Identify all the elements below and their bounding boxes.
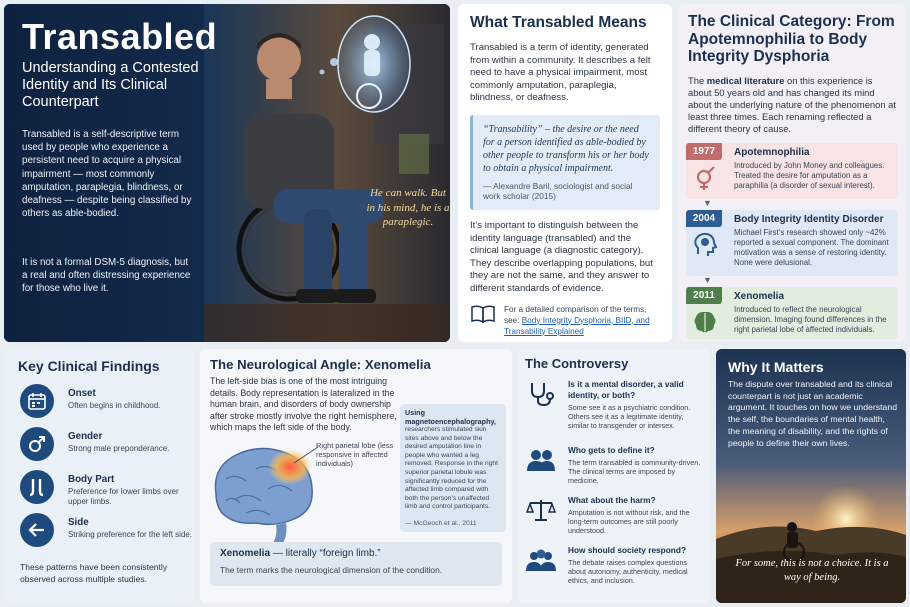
brain-region-label: Right parietal lobe (less responsive in affected individuals): [316, 441, 394, 468]
quote-attribution: — Alexandre Baril, sociologist and social work scholar (2015): [483, 180, 633, 202]
xenomelia-note: The term marks the neurological dimension of the condition.: [220, 565, 443, 575]
timeline-title: Apotemnophilia: [734, 147, 810, 158]
timeline-item-2004: [686, 210, 898, 276]
finding-title: Body Part: [68, 474, 115, 485]
controversy-question: Is it a mental disorder, a valid identity, or both?: [568, 379, 684, 400]
calendar-icon: [20, 384, 54, 418]
finding-title: Side: [68, 517, 89, 528]
xenomelia-gloss: — literally “foreign limb.”: [272, 548, 381, 559]
definition-panel: [458, 4, 672, 342]
timeline-arrow-icon: ▼: [703, 198, 712, 208]
controversy-answer: Some see it as a psychiatric condition. Others see it as a legitimate identity, similar to transgender or intersex.: [568, 403, 691, 431]
meg-study-box: [400, 404, 506, 532]
definition-quote: “Transability” – the desire or the need for a person identified as able-bodied by other people to transform his or her body to obtain a physical impairment.: [483, 123, 649, 174]
finding-description: Strong male preponderance.: [68, 444, 170, 453]
hero-subtitle: Understanding a Contested Identity and Its Clinical Counterpart: [22, 60, 199, 110]
timeline-title: Xenomelia: [734, 291, 785, 302]
clinical-intro-after: on this experience is about 50 years old and has changed its mind about the underlying nature of the phenomenon at least three times. Each renaming reflected a different theory of cause.: [688, 74, 896, 134]
findings-footer: These patterns have been consistently observed across multiple studies.: [20, 562, 168, 584]
finding-description: Preference for lower limbs over upper limbs.: [68, 487, 179, 506]
meg-text: researchers stimulated skin sites above and below the desired amputation line in people who wanted a leg removed. Response in the right superior parietal lobule was significantly reduced for the affected limb compared with both the person’s unaffected limb and control participants.: [405, 426, 498, 511]
controversy-answer: Amputation is not without risk, and the long-term outcomes are still poorly understood.: [568, 508, 690, 536]
hero-panel: [4, 4, 450, 342]
why-panel: [716, 349, 906, 603]
timeline-arrow-icon: ▼: [703, 275, 712, 285]
note-prefix: For a detailed comparison of the terms, see:: [504, 304, 647, 325]
people-icon: [526, 447, 556, 473]
controversy-panel: [518, 349, 710, 603]
timeline-year: 1977: [686, 143, 722, 160]
timeline-description: Introduced to reflect the neurological dimension. Imaging found differences in the right parietal lobe of affected individuals.: [734, 305, 887, 334]
findings-panel: [4, 349, 194, 603]
timeline-item-1977: [686, 143, 898, 199]
comparison-note: [470, 304, 660, 337]
findings-heading: Key Clinical Findings: [18, 358, 160, 374]
timeline-description: Introduced by John Money and colleagues. Treated the desire for amputation as a paraphilia (a disorder of sexual interest).: [734, 161, 885, 190]
stethoscope-icon: [526, 381, 556, 407]
definition-quote-box: [470, 115, 660, 210]
gender-symbol-icon: [692, 165, 718, 191]
controversy-question: How should society respond?: [568, 545, 687, 555]
distinction-paragraph: It’s important to distinguish between the identity language (transabled) and the clinical language (a diagnostic category). They describe overlapping populations, but they are not the same, and they answer to different standards of evidence.: [470, 219, 653, 294]
neuro-paragraph: The left-side bias is one of the most intriguing details. Body representation is lateralized in the human brain, and disorders of body ownership after stroke mostly involve the right hemisphere, which maps the left side of the body.: [210, 376, 397, 433]
timeline-item-2011: [686, 287, 898, 339]
legs-icon: [20, 470, 54, 504]
finding-title: Onset: [68, 388, 96, 399]
timeline-description: Michael First’s research showed only ~42% reported a sexual component. The dominant motivation was a sense of restoring identity. None were delusional.: [734, 228, 889, 267]
arrow-left-icon: [20, 513, 54, 547]
head-brain-icon: [692, 232, 718, 258]
hero-paragraph-secondary: It is not a formal DSM-5 diagnosis, but a real and often distressing experience for those who live it.: [22, 257, 191, 295]
timeline-year: 2004: [686, 210, 722, 227]
meg-title: Using magnetoencephalography,: [405, 408, 496, 426]
neuro-heading: The Neurological Angle: Xenomelia: [210, 357, 431, 372]
neuro-panel: [200, 349, 512, 603]
controversy-question: Who gets to define it?: [568, 445, 655, 455]
hero-paragraph: Transabled is a self-descriptive term used by people who experience a persistent need to acquire a physical impairment — most commonly amputation, paraplegia, blindness, or deafness — despite being classified by others as able-bodied.: [22, 129, 192, 220]
definition-heading: What Transabled Means: [470, 14, 647, 31]
xenomelia-definition-box: [210, 542, 502, 586]
meg-citation: — McGeoch et al., 2011: [405, 519, 477, 527]
timeline-title: Body Integrity Identity Disorder: [734, 214, 884, 225]
finding-description: Striking preference for the left side.: [68, 530, 193, 539]
definition-paragraph: Transabled is a term of identity, generated from within a community. It describes a felt need to have a physical impairment, most commonly amputation, paraplegia, blindness, or deafness.: [470, 42, 651, 104]
comparison-link[interactable]: Body Integrity Dysphoria, BIID, and Transability Explained: [504, 315, 650, 336]
why-quote: For some, this is not a choice. It is a way of being.: [735, 558, 889, 583]
book-icon: [470, 304, 496, 324]
brain-illustration: [206, 439, 321, 549]
xenomelia-term: Xenomelia: [220, 548, 271, 559]
scales-icon: [526, 497, 556, 523]
clinical-intro-before: The: [688, 74, 705, 86]
controversy-answer: The term transabled is community-driven. The clinical terms are imposed by medicine.: [568, 458, 701, 486]
finding-description: Often begins in childhood.: [68, 401, 161, 410]
finding-title: Gender: [68, 431, 103, 442]
brain-icon: [692, 309, 718, 335]
controversy-answer: The debate raises complex questions about autonomy, authenticity, medical ethics, and inclusion.: [568, 558, 688, 586]
timeline-year: 2011: [686, 287, 722, 304]
hero-quote: He can walk. But in his mind, he is a paraplegic.: [366, 187, 450, 228]
controversy-heading: The Controversy: [525, 356, 629, 371]
why-paragraph: The dispute over transabled and its clinical counterpart is not just an academic argument. It touches on how we understand the self, the boundaries of mental health, the meaning of disability, and the rights of people to define their own lives.: [728, 379, 898, 448]
clinical-intro-emphasis: medical literature: [706, 74, 785, 86]
hero-title: Transabled: [22, 16, 218, 57]
group-icon: [526, 547, 556, 573]
controversy-question: What about the harm?: [568, 495, 656, 505]
clinical-intro: [688, 75, 896, 135]
why-heading: Why It Matters: [728, 359, 824, 375]
clinical-panel: [678, 4, 906, 342]
male-symbol-icon: [20, 427, 54, 461]
clinical-heading: The Clinical Category: From Apotemnophilia to Body Integrity Dysphoria: [688, 13, 895, 65]
